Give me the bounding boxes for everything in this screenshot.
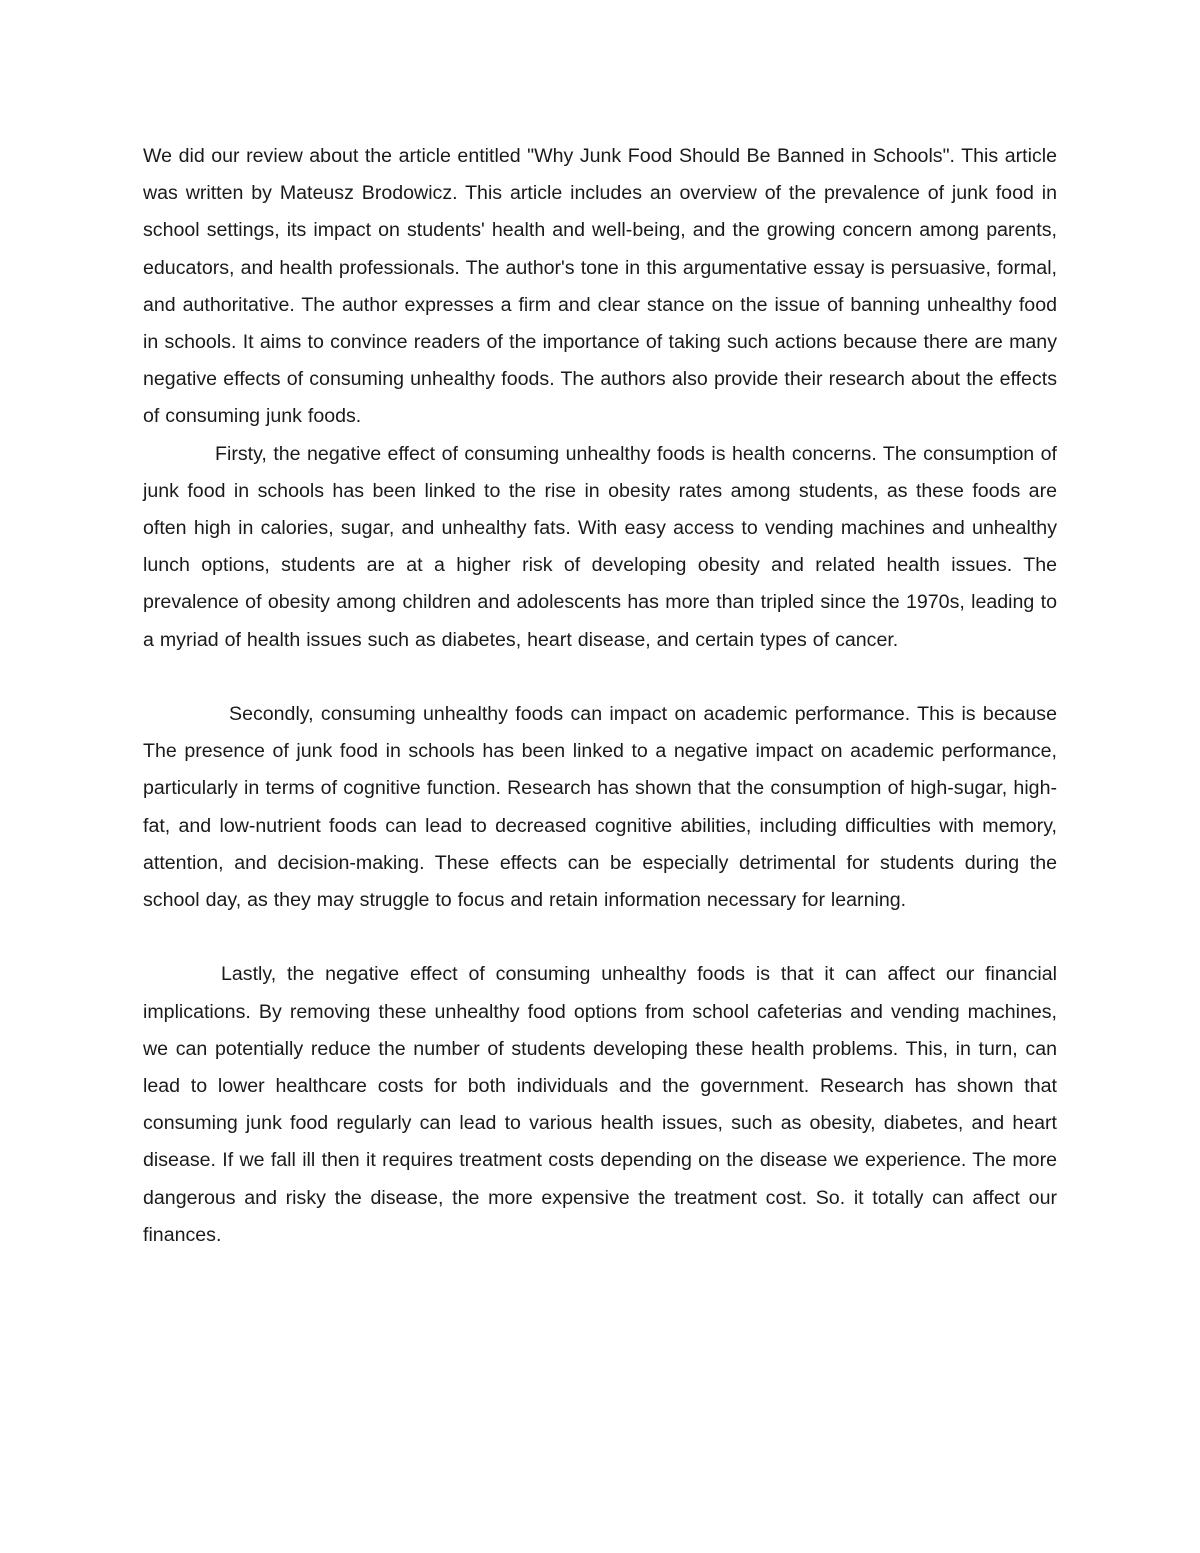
document-body: [143, 138, 1057, 1254]
paragraph-academic-performance: Secondly, consuming unhealthy foods can impact on academic performance. This is because The presence of junk food in schools has been linked to a negative impact on academic performance, particularly in terms of cognitive function. Research has shown that the consumption of high-sugar, high-fat, and low-nutrient foods can lead to decreased cognitive abilities, including difficulties with memory, attention, and decision-making. These effects can be especially detrimental for students during the school day, as they may struggle to focus and retain information necessary for learning.: [143, 703, 1057, 912]
paragraph-financial-implications: Lastly, the negative effect of consuming unhealthy foods is that it can affect our financial implications. By removing these unhealthy food options from school cafeterias and vending machines, we can potentially reduce the number of students developing these health problems. This, in turn, can lead to lower healthcare costs for both individuals and the government. Research has shown that consuming junk food regularly can lead to various health issues, such as obesity, diabetes, and heart disease. If we fall ill then it requires treatment costs depending on the disease we experience. The more dangerous and risky the disease, the more expensive the treatment cost. So. it totally can affect our finances.: [143, 963, 1057, 1246]
paragraph-spacer: [143, 659, 1057, 696]
paragraph-spacer: [143, 919, 1057, 956]
paragraph-health-concerns: Firsty, the negative effect of consuming unhealthy foods is health concerns. The consumption of junk food in schools has been linked to the rise in obesity rates among students, as these foods are often high in calories, sugar, and unhealthy fats. With easy access to vending machines and unhealthy lunch options, students are at a higher risk of developing obesity and related health issues. The prevalence of obesity among children and adolescents has more than tripled since the 1970s, leading to a myriad of health issues such as diabetes, heart disease, and certain types of cancer.: [143, 442, 1057, 651]
paragraph-intro: We did our review about the article entitled "Why Junk Food Should Be Banned in Schools". This article was written by Mateusz Brodowicz. This article includes an overview of the prevalence of junk food in school settings, its impact on students' health and well-being, and the growing concern among parents, educators, and health professionals. The author's tone in this argumentative essay is persuasive, formal, and authoritative. The author expresses a firm and clear stance on the issue of banning unhealthy food in schools. It aims to convince readers of the importance of taking such actions because there are many negative effects of consuming unhealthy foods. The authors also provide their research about the effects of consuming junk foods.: [143, 145, 1057, 428]
